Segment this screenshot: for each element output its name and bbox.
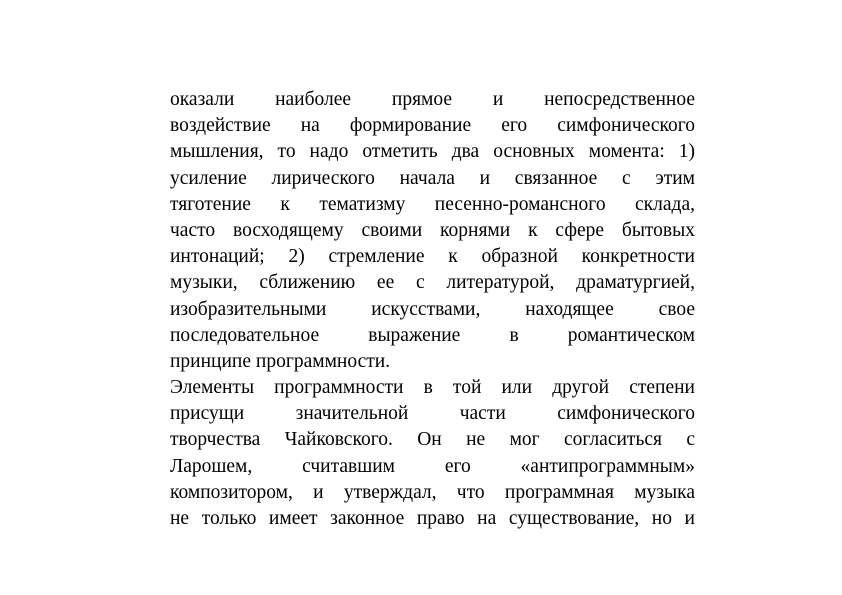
- text-line: интонаций; 2) стремление к образной конкретности: [170, 246, 695, 268]
- text-line: воздействие на формирование его симфонического: [170, 115, 695, 137]
- text-line: тяготение к тематизму песенно-романсного склада,: [170, 193, 695, 215]
- text-line: композитором, и утверждал, что программная музыка: [170, 481, 695, 503]
- text-line: мышления, то надо отметить два основных момента: 1): [170, 141, 695, 163]
- body-text: [170, 87, 695, 532]
- text-line: усиление лирического начала и связанное с этим: [170, 167, 695, 189]
- text-line: часто восходящему своими корнями к сфере бытовых: [170, 219, 695, 241]
- text-line: Ларошем, считавшим его «антипрограммным»: [170, 455, 695, 477]
- text-line: музыки, сближению ее с литературой, драматургией,: [170, 272, 695, 294]
- text-line: оказали наиболее прямое и непосредственное: [170, 89, 695, 110]
- text-line: присущи значительной части симфонического: [170, 403, 695, 425]
- text-line: творчества Чайковского. Он не мог согласиться с: [170, 429, 695, 451]
- text-line: Элементы программности в той или другой степени: [170, 377, 695, 399]
- text-line: последовательное выражение в романтическом: [170, 324, 695, 346]
- text-line: изобразительными искусствами, находящее свое: [170, 298, 695, 320]
- text-line: принципе программности.: [170, 350, 391, 372]
- text-line: не только имеет законное право на существование, но и: [170, 508, 695, 529]
